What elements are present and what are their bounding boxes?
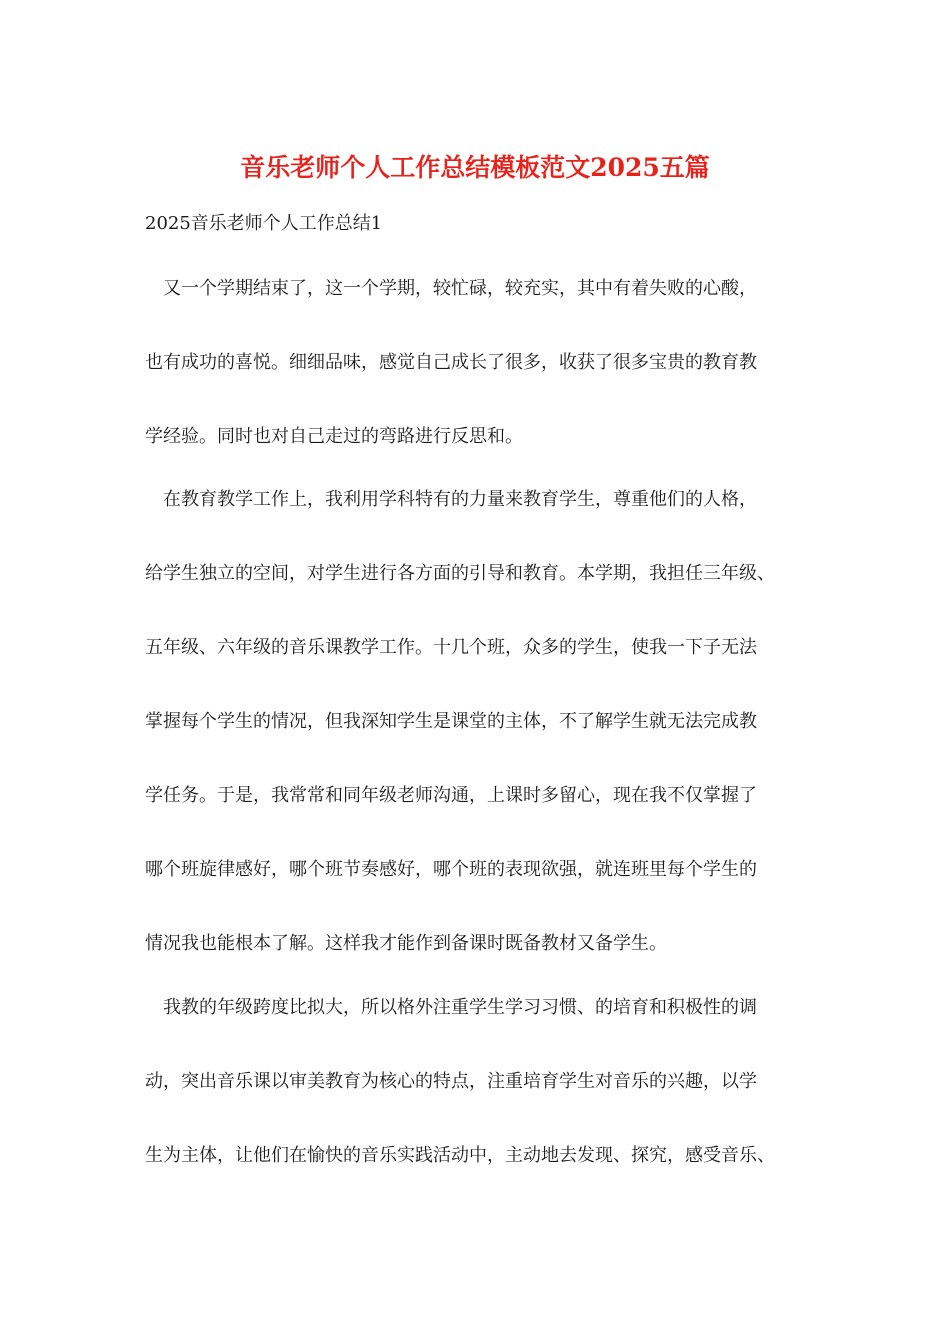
document-title: 音乐老师个人工作总结模板范文2025五篇 xyxy=(240,153,710,182)
paragraph-line: 生为主体，让他们在愉快的音乐实践活动中，主动地去发现、探究，感受音乐、 xyxy=(145,1145,775,1166)
paragraph-line: 在教育教学工作上，我利用学科特有的力量来教育学生，尊重他们的人格， xyxy=(163,489,757,510)
paragraph-line: 学任务。于是，我常常和同年级老师沟通，上课时多留心，现在我不仅掌握了 xyxy=(145,785,757,806)
paragraph-line: 情况我也能根本了解。这样我才能作到备课时既备教材又备学生。 xyxy=(145,933,667,954)
paragraph-line: 哪个班旋律感好，哪个班节奏感好，哪个班的表现欲强，就连班里每个学生的 xyxy=(145,859,757,880)
paragraph-line: 掌握每个学生的情况，但我深知学生是课堂的主体，不了解学生就无法完成教 xyxy=(145,711,757,732)
paragraph-line: 又一个学期结束了，这一个学期，较忙碌，较充实，其中有着失败的心酸， xyxy=(163,278,757,299)
section-heading: 2025音乐老师个人工作总结1 xyxy=(145,213,383,234)
paragraph-line: 动，突出音乐课以审美教育为核心的特点，注重培育学生对音乐的兴趣，以学 xyxy=(145,1071,757,1092)
paragraph-line: 我教的年级跨度比拟大，所以格外注重学生学习习惯、的培育和积极性的调 xyxy=(163,997,757,1018)
paragraph-line: 也有成功的喜悦。细细品味，感觉自己成长了很多，收获了很多宝贵的教育教 xyxy=(145,352,757,373)
paragraph-line: 学经验。同时也对自己走过的弯路进行反思和。 xyxy=(145,426,523,447)
paragraph-line: 给学生独立的空间，对学生进行各方面的引导和教育。本学期，我担任三年级、 xyxy=(145,563,775,584)
paragraph-line: 五年级、六年级的音乐课教学工作。十几个班，众多的学生，使我一下子无法 xyxy=(145,637,757,658)
